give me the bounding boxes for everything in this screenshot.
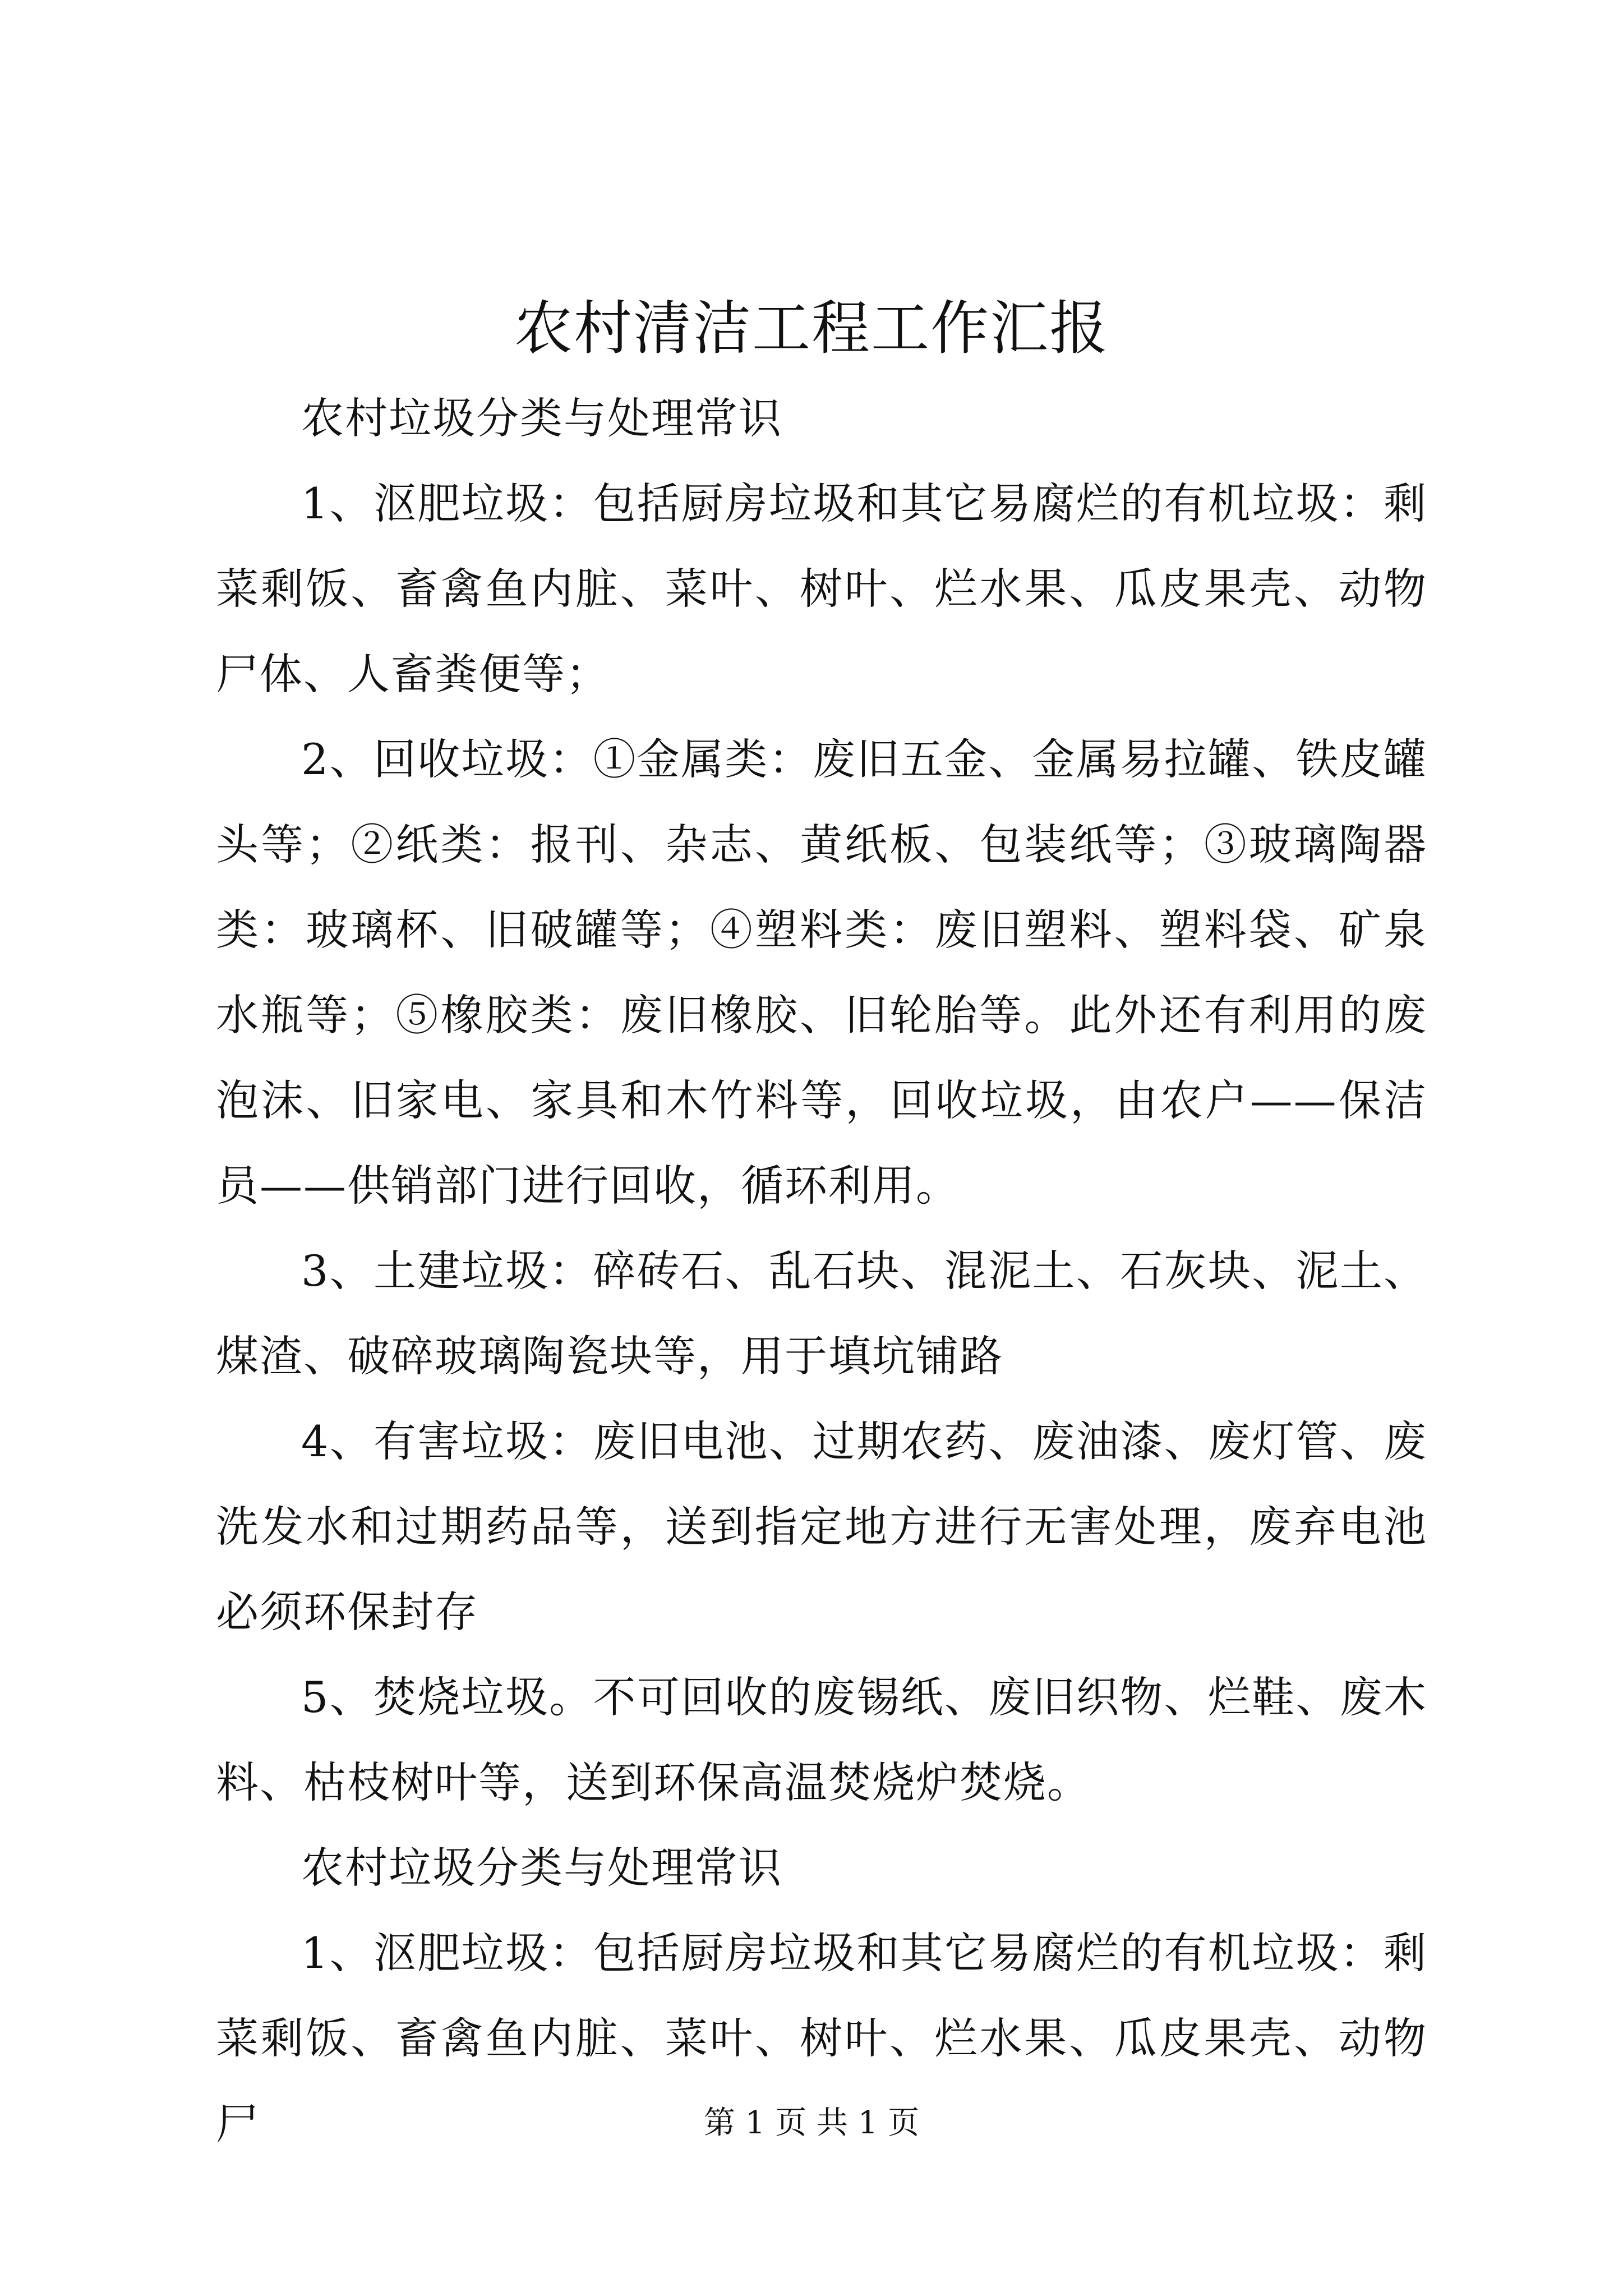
paragraph-heading-repeat: 农村垃圾分类与处理常识: [301, 1843, 782, 1893]
paragraph-incineration-waste: 5、焚烧垃圾。不可回收的废锡纸、废旧织物、烂鞋、废木料、枯枝树叶等，送到环保高温焚烧炉焚烧。: [216, 1672, 1427, 1807]
page-footer: 第 1 页 共 1 页: [703, 2105, 920, 2141]
paragraph-compost-waste-repeat: 1、沤肥垃圾：包括厨房垃圾和其它易腐烂的有机垃圾：剩菜剩饭、畜禽鱼内脏、菜叶、树叶、烂水果、瓜皮果壳、动物尸: [216, 1928, 1427, 2148]
document-body: [216, 376, 1427, 2166]
paragraph-construction-waste: 3、土建垃圾：碎砖石、乱石块、混泥土、石灰块、泥土、煤渣、破碎玻璃陶瓷块等，用于填坑铺路: [216, 1246, 1427, 1381]
document-title: 农村清洁工程工作汇报: [514, 294, 1109, 362]
paragraph-heading: 农村垃圾分类与处理常识: [301, 393, 782, 443]
paragraph-hazardous-waste: 4、有害垃圾：废旧电池、过期农药、废油漆、废灯管、废洗发水和过期药品等，送到指定地方进行无害处理，废弃电池必须环保封存: [216, 1416, 1427, 1637]
paragraph-recyclable-waste: 2、回收垃圾：①金属类：废旧五金、金属易拉罐、铁皮罐头等；②纸类：报刊、杂志、黄纸板、包装纸等；③玻璃陶器类：玻璃杯、旧破罐等；④塑料类：废旧塑料、塑料袋、矿泉水瓶等；⑤橡胶类：废旧橡胶、旧轮胎等。此外还有利用的废泡沫、旧家电、家具和木竹料等，回收垃圾，由农户——保洁员——供销部门进行回收，循环利用。: [216, 734, 1427, 1211]
paragraph-compost-waste: 1、沤肥垃圾：包括厨房垃圾和其它易腐烂的有机垃圾：剩菜剩饭、畜禽鱼内脏、菜叶、树叶、烂水果、瓜皮果壳、动物尸体、人畜粪便等；: [216, 478, 1427, 699]
